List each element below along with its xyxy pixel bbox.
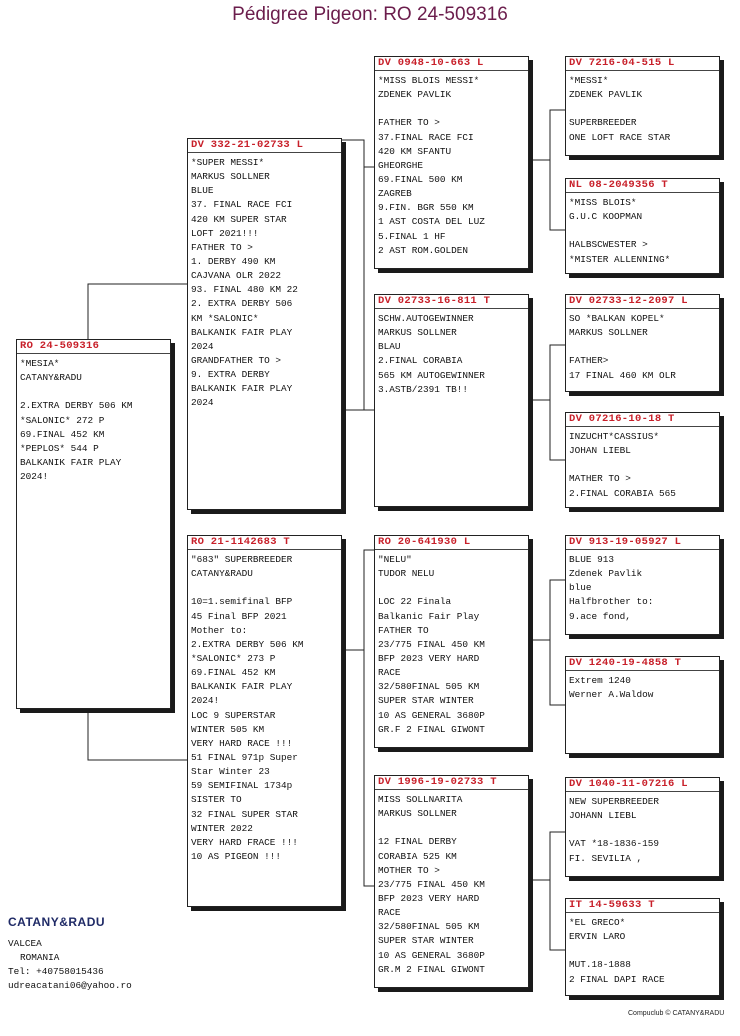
- card-line: *SUPER MESSI*: [191, 157, 265, 168]
- mother-card: [187, 535, 342, 907]
- ring-number: IT 14-59633 T: [566, 899, 719, 913]
- card-line: 9. EXTRA DERBY: [191, 369, 270, 381]
- card-line: VAT *18-1836-159: [569, 838, 660, 850]
- card-line: *PEPLOS* 544 P: [20, 442, 99, 454]
- ring-number: RO 20-641930 L: [375, 536, 528, 550]
- card-line: VERY HARD FRACE !!!: [191, 836, 298, 848]
- card-line: 12 FINAL DERBY: [378, 836, 457, 848]
- ggp-card-8: [565, 898, 720, 996]
- card-line: ONE LOFT RACE STAR: [569, 131, 671, 143]
- card-line: BALKANIK FAIR PLAY: [191, 681, 293, 693]
- card-line: *MISS BLOIS MESSI*: [378, 75, 480, 86]
- card-line: [378, 581, 525, 595]
- card-line: LOFT 2021!!!: [191, 227, 259, 239]
- card-line: BFP 2023 VERY HARD: [378, 652, 480, 664]
- card-line: INZUCHT*CASSIUS*: [569, 431, 660, 442]
- ggp-card-4: [565, 412, 720, 508]
- card-text: [375, 71, 528, 258]
- card-line: *MISTER ALLENNING*: [569, 253, 671, 265]
- card-line: CORABIA 525 KM: [378, 850, 457, 862]
- card-line: [569, 224, 716, 238]
- card-line: MUT.18-1888: [569, 959, 631, 971]
- ring-number: DV 913-19-05927 L: [566, 536, 719, 550]
- card-line: 23/775 FINAL 450 KM: [378, 638, 485, 650]
- card-line: Werner A.Waldow: [569, 689, 654, 701]
- card-line: [20, 385, 167, 399]
- card-line: MARKUS SOLLNER: [191, 171, 270, 183]
- card-line: KM *SALONIC*: [191, 312, 259, 324]
- card-line: 69.FINAL 500 KM: [378, 173, 463, 185]
- card-line: Zdenek Pavlik: [569, 568, 643, 580]
- card-line: 23/775 FINAL 450 KM: [378, 878, 485, 890]
- card-line: MISS SOLLNARITA: [378, 794, 463, 805]
- ring-number: RO 21-1142683 T: [188, 536, 341, 550]
- card-line: Extrem 1240: [569, 675, 631, 686]
- ring-number: DV 02733-12-2097 L: [566, 295, 719, 309]
- card-line: BALKANIK FAIR PLAY: [20, 456, 122, 468]
- card-line: BLUE: [191, 185, 214, 197]
- ggp-card-1: [565, 56, 720, 156]
- card-text: [375, 309, 528, 397]
- card-line: MARKUS SOLLNER: [569, 327, 648, 339]
- card-line: [378, 102, 525, 116]
- card-line: 420 KM SFANTU: [378, 145, 452, 157]
- card-line: "NELU": [378, 554, 412, 565]
- card-line: 420 KM SUPER STAR: [191, 213, 287, 225]
- card-line: *EL GRECO*: [569, 917, 626, 928]
- card-line: *SALONIC* 272 P: [20, 414, 105, 426]
- card-line: 17 FINAL 460 KM OLR: [569, 369, 676, 381]
- card-text: [566, 427, 719, 501]
- ring-number: DV 332-21-02733 L: [188, 139, 341, 153]
- card-line: JOHAN LIEBL: [569, 445, 631, 457]
- card-line: *MISS BLOIS*: [569, 197, 637, 208]
- card-line: HALBSCWESTER >: [569, 239, 648, 251]
- card-text: [566, 193, 719, 267]
- card-line: GHEORGHE: [378, 159, 424, 171]
- card-line: 10 AS PIGEON !!!: [191, 850, 282, 862]
- card-line: WINTER 2022: [191, 822, 253, 834]
- card-line: 10 AS GENERAL 3680P: [378, 949, 485, 961]
- grandsire-maternal-card: [374, 535, 529, 748]
- card-line: 2024: [191, 397, 214, 409]
- card-line: FATHER>: [569, 355, 609, 367]
- card-line: BLUE 913: [569, 554, 615, 565]
- card-line: WINTER 505 KM: [191, 723, 265, 735]
- card-line: MARKUS SOLLNER: [378, 327, 457, 339]
- card-line: 5.FINAL 1 HF: [378, 230, 446, 242]
- breeder-country: ROMANIA: [20, 952, 60, 963]
- card-line: MATHER TO >: [569, 473, 631, 485]
- card-line: SUPER STAR WINTER: [378, 935, 474, 947]
- card-text: [188, 550, 341, 864]
- card-text: [566, 913, 719, 987]
- card-line: 2 FINAL DAPI RACE: [569, 973, 665, 985]
- card-line: MOTHER TO >: [378, 864, 440, 876]
- card-line: "683" SUPERBREEDER: [191, 554, 293, 565]
- card-line: 32/580FINAL 505 KM: [378, 681, 480, 693]
- card-line: 2. EXTRA DERBY 506: [191, 298, 293, 310]
- card-line: 10 AS GENERAL 3680P: [378, 709, 485, 721]
- card-line: *MESIA*: [20, 358, 60, 369]
- page-title: Pédigree Pigeon: RO 24-509316: [232, 4, 508, 25]
- card-line: *SALONIC* 273 P: [191, 652, 276, 664]
- ring-number: DV 1996-19-02733 T: [375, 776, 528, 790]
- card-line: MARKUS SOLLNER: [378, 808, 457, 820]
- card-line: LOC 22 Finala: [378, 596, 452, 608]
- card-text: [188, 153, 341, 411]
- card-line: ERVIN LARO: [569, 931, 626, 943]
- breeder-name: CATANY&RADU: [8, 915, 106, 929]
- card-line: 3.ASTB/2391 TB!!: [378, 383, 469, 395]
- card-line: Star Winter 23: [191, 766, 270, 778]
- card-line: SUPER STAR WINTER: [378, 695, 474, 707]
- card-line: GR.F 2 FINAL GIWONT: [378, 723, 485, 735]
- card-line: CATANY&RADU: [20, 372, 82, 384]
- breeder-email: udreacatani06@yahoo.ro: [8, 980, 132, 991]
- software-credit: Compuclub © CATANY&RADU: [628, 1010, 725, 1017]
- ggp-card-5: [565, 535, 720, 635]
- card-line: 59 SEMIFINAL 1734p: [191, 780, 293, 792]
- subject-card: [16, 339, 171, 709]
- card-line: G.U.C KOOPMAN: [569, 211, 643, 223]
- ring-number: DV 1040-11-07216 L: [566, 778, 719, 792]
- card-line: 2024: [191, 340, 214, 352]
- card-text: [566, 671, 719, 702]
- card-line: VERY HARD RACE !!!: [191, 737, 293, 749]
- card-line: 37. FINAL RACE FCI: [191, 199, 293, 211]
- card-text: [566, 71, 719, 145]
- card-line: GR.M 2 FINAL GIWONT: [378, 963, 485, 975]
- card-line: 2.FINAL CORABIA 565: [569, 487, 676, 499]
- card-line: 69.FINAL 452 KM: [191, 667, 276, 679]
- card-line: FATHER TO: [378, 624, 429, 636]
- card-line: [378, 821, 525, 835]
- ggp-card-3: [565, 294, 720, 392]
- card-line: [569, 823, 716, 837]
- card-text: [375, 550, 528, 737]
- breeder-city: VALCEA: [8, 938, 42, 949]
- ring-number: RO 24-509316: [17, 340, 170, 354]
- grandsire-paternal-card: [374, 56, 529, 269]
- card-line: ZAGREB: [378, 188, 412, 200]
- card-line: 2.EXTRA DERBY 506 KM: [191, 638, 304, 650]
- ring-number: DV 02733-16-811 T: [375, 295, 528, 309]
- card-line: blue: [569, 582, 592, 594]
- card-line: NEW SUPERBREEDER: [569, 796, 660, 807]
- card-line: 2024!: [191, 695, 220, 707]
- card-line: *MESSI*: [569, 75, 609, 86]
- card-line: 1. DERBY 490 KM: [191, 255, 276, 267]
- card-line: [569, 458, 716, 472]
- card-line: CAJVANA OLR 2022: [191, 270, 282, 282]
- ring-number: DV 0948-10-663 L: [375, 57, 528, 71]
- ring-number: DV 1240-19-4858 T: [566, 657, 719, 671]
- card-line: BLAU: [378, 341, 401, 353]
- card-line: TUDOR NELU: [378, 568, 435, 580]
- granddam-paternal-card: [374, 294, 529, 507]
- card-line: 93. FINAL 480 KM 22: [191, 284, 298, 296]
- breeder-phone: Tel: +40758015436: [8, 966, 104, 977]
- card-line: BFP 2023 VERY HARD: [378, 892, 480, 904]
- card-line: 10=1.semifinal BFP: [191, 596, 293, 608]
- card-line: [569, 944, 716, 958]
- card-line: [191, 581, 338, 595]
- card-text: [566, 309, 719, 383]
- card-line: 69.FINAL 452 KM: [20, 428, 105, 440]
- card-line: CATANY&RADU: [191, 568, 253, 580]
- ring-number: NL 08-2049356 T: [566, 179, 719, 193]
- ring-number: DV 07216-10-18 T: [566, 413, 719, 427]
- ring-number: DV 7216-04-515 L: [566, 57, 719, 71]
- card-line: 32/580FINAL 505 KM: [378, 921, 480, 933]
- card-line: ZDENEK PAVLIK: [569, 89, 643, 101]
- card-line: BALKANIK FAIR PLAY: [191, 326, 293, 338]
- card-line: 2024!: [20, 471, 49, 483]
- ggp-card-2: [565, 178, 720, 274]
- card-line: 45 Final BFP 2021: [191, 610, 287, 622]
- card-line: 1 AST COSTA DEL LUZ: [378, 216, 485, 228]
- card-line: LOC 9 SUPERSTAR: [191, 709, 276, 721]
- card-line: RACE: [378, 667, 401, 679]
- card-line: FATHER TO >: [378, 117, 440, 129]
- card-line: 9.FIN. BGR 550 KM: [378, 202, 474, 214]
- card-line: ZDENEK PAVLIK: [378, 89, 452, 101]
- card-line: SISTER TO: [191, 794, 242, 806]
- granddam-maternal-card: [374, 775, 529, 988]
- father-card: [187, 138, 342, 510]
- card-line: Halfbrother to:: [569, 596, 654, 608]
- card-line: [569, 102, 716, 116]
- card-line: 2.EXTRA DERBY 506 KM: [20, 400, 133, 412]
- card-line: Balkanic Fair Play: [378, 610, 480, 622]
- ggp-card-6: [565, 656, 720, 754]
- card-text: [566, 550, 719, 624]
- card-line: 32 FINAL SUPER STAR: [191, 808, 298, 820]
- card-line: 51 FINAL 971p Super: [191, 751, 298, 763]
- card-line: GRANDFATHER TO >: [191, 354, 282, 366]
- card-line: 9.ace fond,: [569, 610, 631, 622]
- card-line: 37.FINAL RACE FCI: [378, 131, 474, 143]
- card-text: [566, 792, 719, 866]
- card-line: RACE: [378, 907, 401, 919]
- card-line: Mother to:: [191, 624, 248, 636]
- card-line: JOHANN LIEBL: [569, 810, 637, 822]
- card-line: 2.FINAL CORABIA: [378, 355, 463, 367]
- card-line: 565 KM AUTOGEWINNER: [378, 369, 485, 381]
- card-line: [569, 340, 716, 354]
- ggp-card-7: [565, 777, 720, 877]
- card-line: SCHW.AUTOGEWINNER: [378, 313, 474, 324]
- card-line: SUPERBREEDER: [569, 117, 637, 129]
- card-text: [17, 354, 170, 484]
- card-line: FI. SEVILIA ,: [569, 852, 643, 864]
- card-line: BALKANIK FAIR PLAY: [191, 383, 293, 395]
- card-line: SO *BALKAN KOPEL*: [569, 313, 665, 324]
- card-text: [375, 790, 528, 977]
- card-line: 2 AST ROM.GOLDEN: [378, 244, 469, 256]
- card-line: FATHER TO >: [191, 241, 253, 253]
